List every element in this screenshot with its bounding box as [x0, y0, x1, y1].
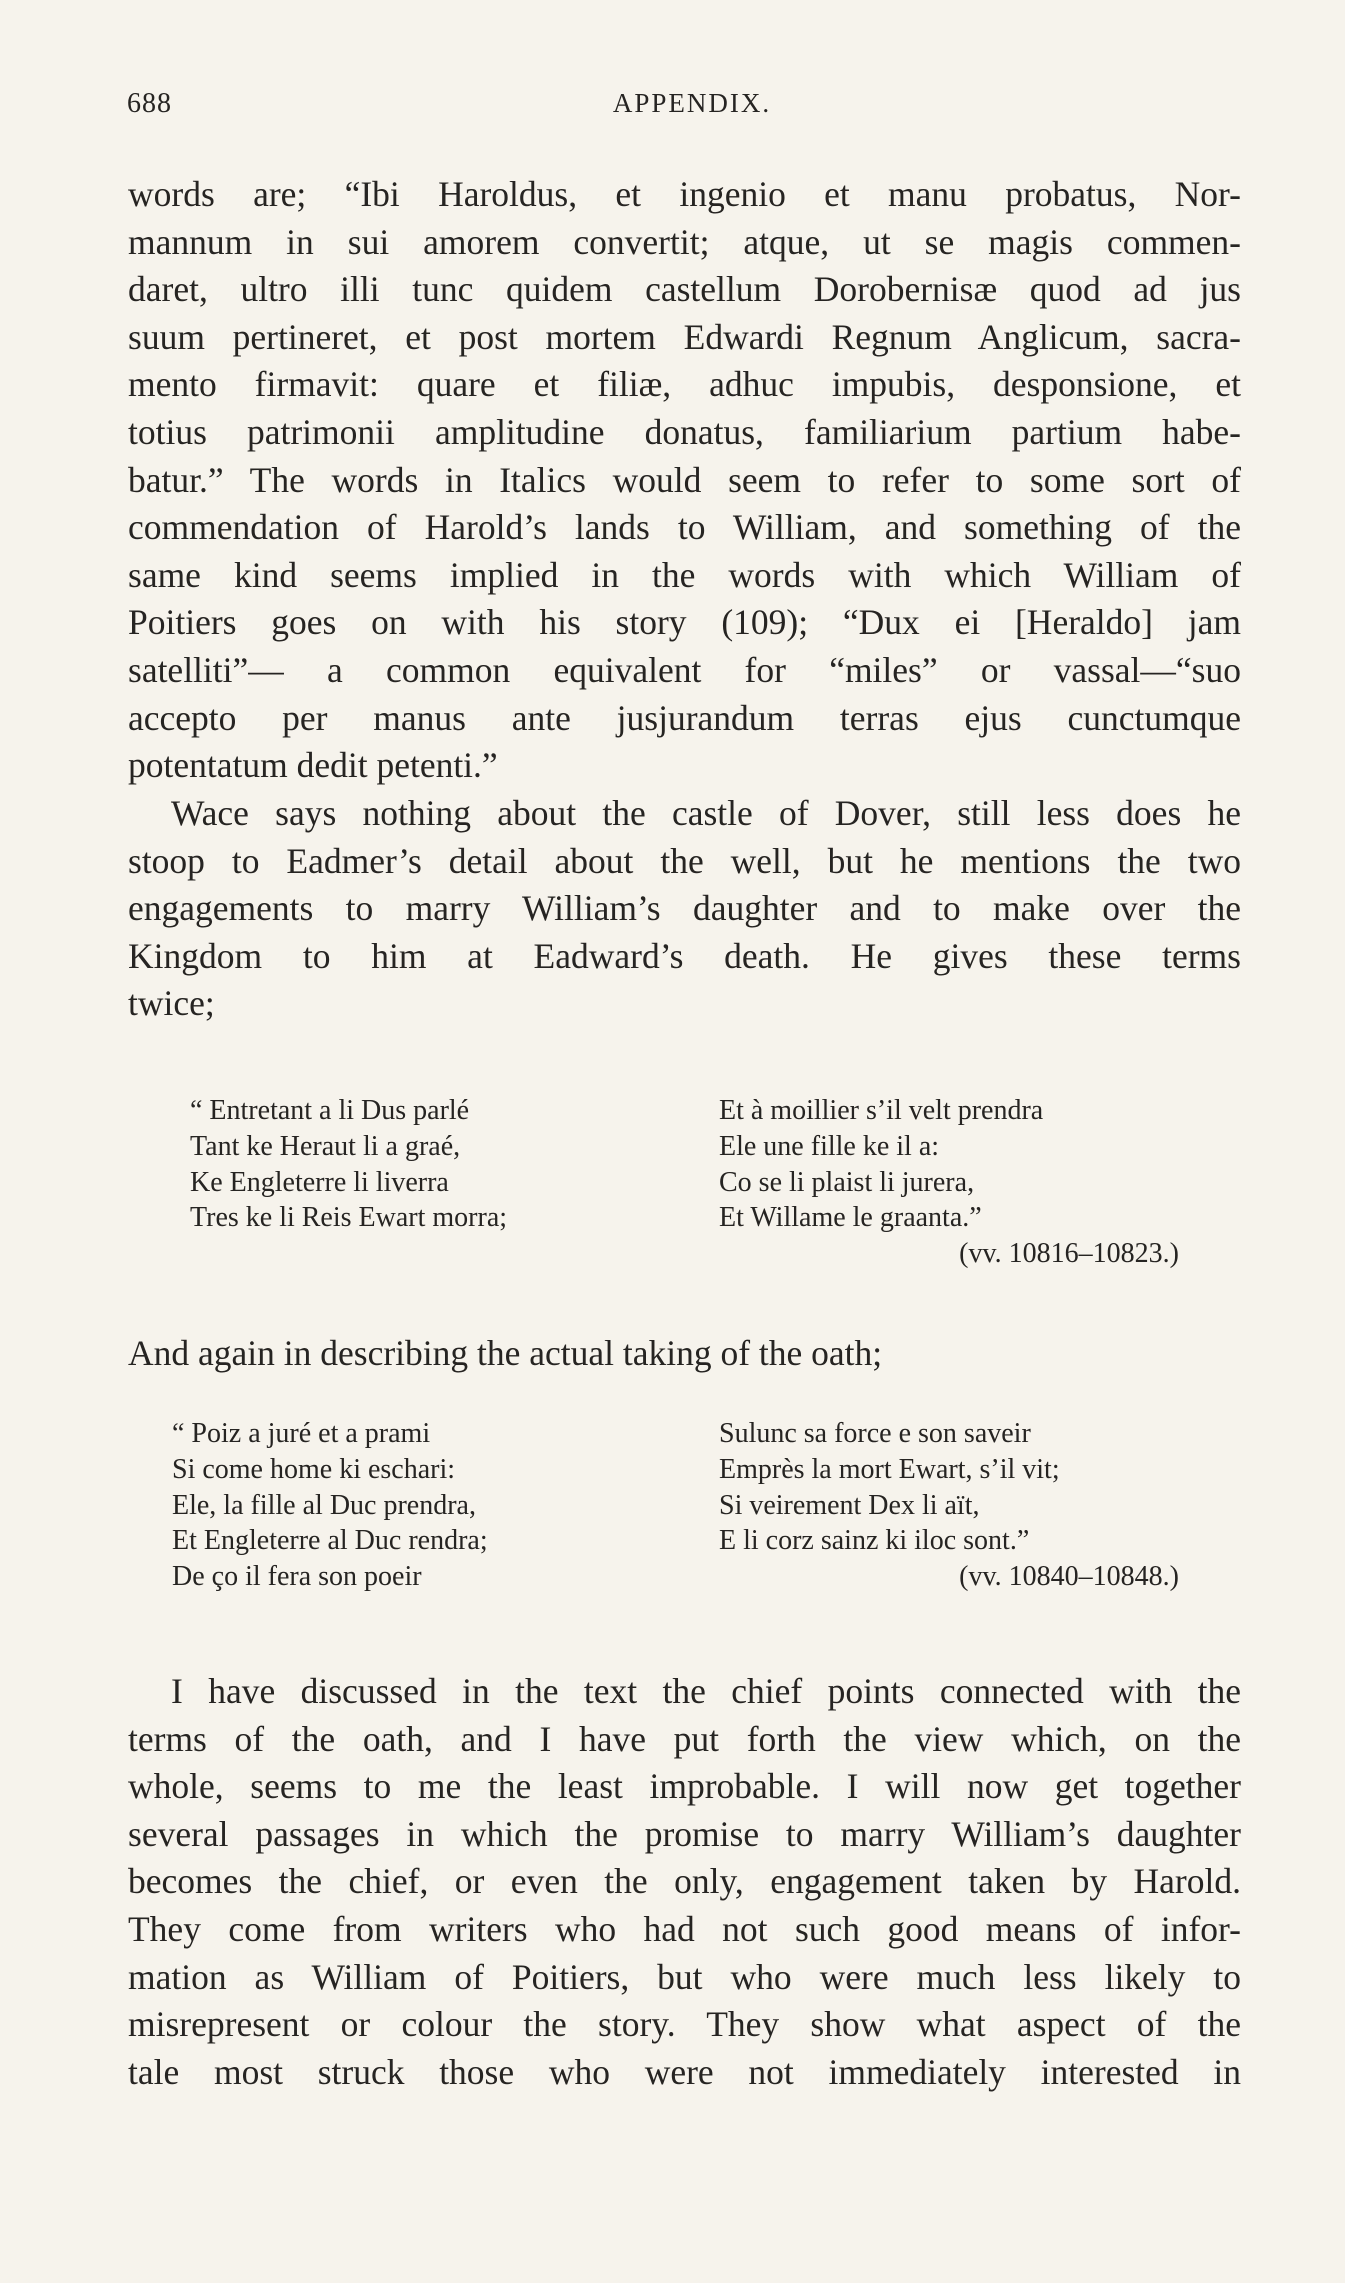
text-line: misrepresent or colour the story. They show what aspect of the — [128, 2004, 1241, 2045]
text-line: Poitiers goes on with his story (109); “Dux ei [Heraldo] jam — [128, 602, 1241, 643]
verse-line: Sulunc sa force e son saveir — [719, 1418, 1031, 1449]
verse-right-column — [719, 1416, 1179, 1595]
text-line: same kind seems implied in the words with which William of — [128, 554, 1241, 595]
text-line: terms of the oath, and I have put forth the view which, on the — [128, 1718, 1241, 1759]
text-line: mation as William of Poitiers, but who were much less likely to — [128, 1956, 1241, 1997]
text-line: whole, seems to me the least improbable. I will now get together — [128, 1766, 1241, 1807]
verse-line: Ke Engleterre li liverra — [190, 1166, 449, 1198]
verse-line: “ Poiz a juré et a prami — [172, 1418, 431, 1449]
text-line: batur.” The words in Italics would seem to refer to some sort of — [128, 459, 1241, 500]
verse-line: “ Entretant a li Dus parlé — [190, 1095, 470, 1126]
text-line: suum pertineret, et post mortem Edwardi Regnum Anglicum, sacra- — [128, 316, 1241, 357]
text-line: mento firmavit: quare et filiæ, adhuc impubis, desponsione, et — [128, 364, 1241, 405]
text-line: commendation of Harold’s lands to William, and something of the — [128, 507, 1241, 548]
text-line: mannum in sui amorem convertit; atque, ut se magis commen- — [128, 221, 1241, 262]
text-line: potentatum dedit petenti.” — [128, 745, 498, 786]
text-line: And again in describing the actual taking of the oath; — [128, 1333, 883, 1373]
paragraph-discussion — [128, 1668, 1241, 2096]
transition-line — [128, 1330, 1241, 1378]
verse-line: Ele une fille ke il a: — [719, 1130, 940, 1162]
text-line: twice; — [128, 983, 215, 1024]
verse-reference: (vv. 10816–10823.) — [959, 1238, 1179, 1270]
verse-line: Et Engleterre al Duc rendra; — [172, 1525, 488, 1557]
paragraph-wace — [128, 790, 1241, 1028]
text-line: several passages in which the promise to marry William’s daughter — [128, 1813, 1241, 1854]
text-line: words are; “Ibi Haroldus, et ingenio et manu probatus, Nor- — [128, 174, 1241, 214]
verse-line: Emprès la mort Ewart, s’il vit; — [719, 1453, 1060, 1485]
verse-line: Co se li plaist li jurera, — [719, 1166, 975, 1198]
running-title: APPENDIX. — [612, 88, 772, 118]
text-line: Wace says nothing about the castle of Dover, still less does he — [171, 793, 1241, 833]
text-line: I have discussed in the text the chief points connected with the — [171, 1671, 1241, 1711]
verse-line: Si veirement Dex li aït, — [719, 1489, 980, 1521]
text-line: accepto per manus ante jusjurandum terras ejus cunctumque — [128, 697, 1241, 738]
verse-line: Et Willame le graanta.” — [719, 1202, 982, 1234]
verse-left-column — [172, 1416, 672, 1595]
page-number: 688 — [127, 88, 172, 119]
verse-line: E li corz sainz ki iloc sont.” — [719, 1525, 1030, 1557]
verse-right-column — [719, 1093, 1179, 1272]
text-line: satelliti”— a common equivalent for “miles” or vassal—“suo — [128, 649, 1241, 690]
text-line: tale most struck those who were not immediately interested in — [128, 2051, 1241, 2092]
verse-line: Tres ke li Reis Ewart morra; — [190, 1202, 508, 1234]
verse-line: Et à moillier s’il velt prendra — [719, 1095, 1044, 1126]
text-line: stoop to Eadmer’s detail about the well, but he mentions the two — [128, 840, 1241, 881]
verse-line: De ço il fera son poeir — [172, 1561, 422, 1593]
verse-reference: (vv. 10840–10848.) — [959, 1561, 1179, 1593]
text-line: Kingdom to him at Eadward’s death. He gives these terms — [128, 935, 1241, 976]
paragraph-latin-quotation — [128, 171, 1241, 790]
page-header — [127, 88, 1257, 128]
verse-line: Tant ke Heraut li a graé, — [190, 1130, 461, 1162]
verse-left-column — [190, 1093, 670, 1236]
text-line: totius patrimonii amplitudine donatus, familiarium partium habe- — [128, 411, 1241, 452]
text-line: They come from writers who had not such good means of infor- — [128, 1908, 1241, 1949]
text-line: daret, ultro illi tunc quidem castellum Dorobernisæ quod ad jus — [128, 269, 1241, 310]
verse-line: Ele, la fille al Duc prendra, — [172, 1489, 476, 1521]
verse-line: Si come home ki eschari: — [172, 1453, 456, 1485]
text-line: becomes the chief, or even the only, engagement taken by Harold. — [128, 1861, 1241, 1902]
text-line: engagements to marry William’s daughter and to make over the — [128, 888, 1241, 929]
